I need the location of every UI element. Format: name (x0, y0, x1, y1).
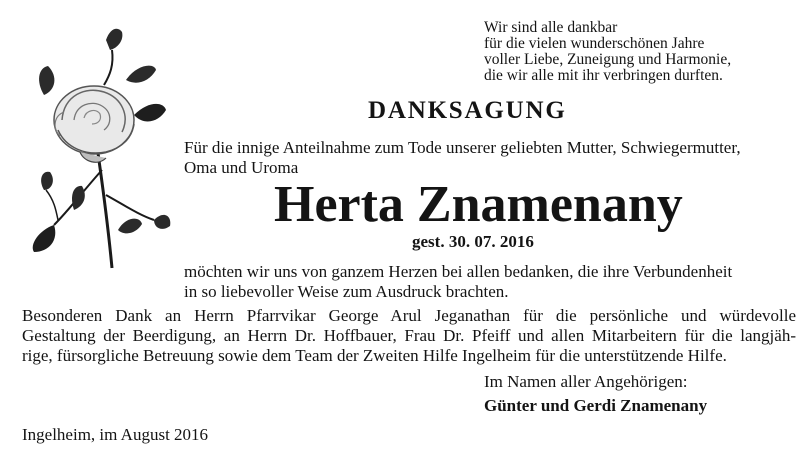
rose-icon (14, 20, 174, 270)
intro-text (184, 138, 794, 178)
quote-line: Wir sind alle dankbar (484, 19, 618, 36)
deceased-name: Herta Znamenany (274, 176, 683, 233)
special-thanks-line: Besonderen Dank an Herrn Pfarrvikar George Arul Jeganathan für die persönliche und würdevolle (22, 306, 796, 325)
special-thanks-line: rige, fürsorgliche Betreuung sowie dem Team der Zweiten Hilfe Ingelheim für die unterstützende Hilfe. (22, 346, 727, 365)
thanks-line: in so liebevoller Weise zum Ausdruck brachten. (184, 282, 509, 301)
intro-line: Für die innige Anteilnahme zum Tode unserer geliebten Mutter, Schwiegermutter, (184, 138, 741, 157)
intro-line: Oma und Uroma (184, 158, 299, 177)
special-thanks-text (22, 306, 796, 366)
thanks-line: möchten wir uns von ganzem Herzen bei allen bedanken, die ihre Verbundenheit (184, 262, 733, 281)
on-behalf-line: Im Namen aller Angehörigen: (484, 372, 688, 391)
thanks-text (184, 262, 794, 302)
quote-line: für die vielen wunderschönen Jahre (484, 35, 705, 52)
quote-line: die wir alle mit ihr verbringen durften. (484, 67, 723, 84)
notice-heading: DANKSAGUNG (368, 97, 567, 124)
quote-line: voller Liebe, Zuneigung und Harmonie, (484, 51, 732, 68)
place-date: Ingelheim, im August 2016 (22, 425, 209, 444)
date-of-death: gest. 30. 07. 2016 (412, 232, 534, 251)
memorial-quote (484, 20, 794, 84)
special-thanks-line: Gestaltung der Beerdigung, an Herrn Dr. Hoffbauer, Frau Dr. Pfeiff und allen Mitarbeitern für die langjäh- (22, 326, 796, 345)
signers: Günter und Gerdi Znamenany (484, 396, 708, 415)
